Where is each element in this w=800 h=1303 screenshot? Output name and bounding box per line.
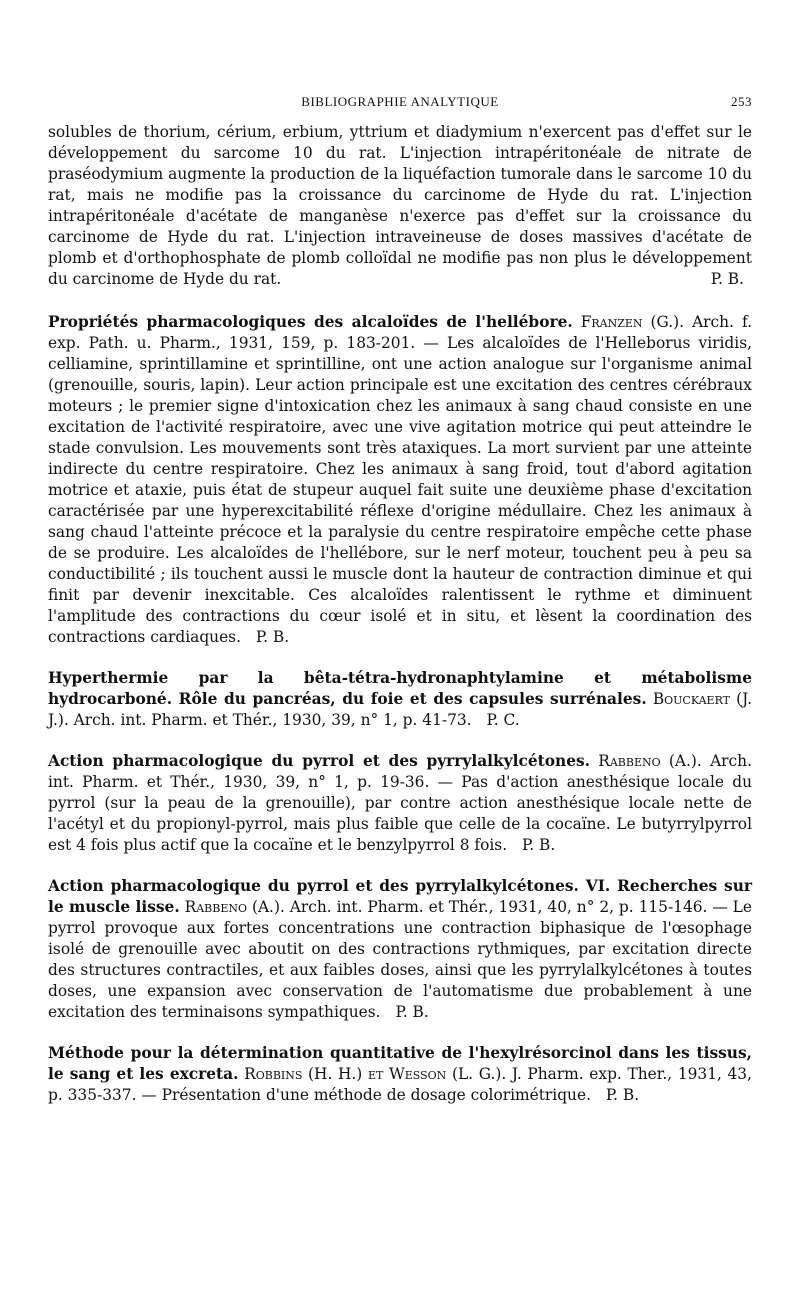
reviewer-initials: P. B. <box>255 628 290 646</box>
page-content <box>48 122 752 1126</box>
entry-title: Action pharmacologique du pyrrol et des pyrrylalkylcétones. <box>48 752 591 770</box>
entry-author-initials: (L. G.). <box>451 1065 507 1083</box>
entry-reference: Arch. int. Pharm. et Thér., 1930, 39, n° 1, p. 19-36. — <box>48 752 752 791</box>
continued-paragraph <box>48 122 752 290</box>
reviewer-initials: P. C. <box>486 711 520 729</box>
entry-reference: J. Pharm. exp. Ther., 1931, 43, p. 335-337. — <box>48 1065 752 1104</box>
page-number: 253 <box>731 94 752 109</box>
abstract-entry <box>48 751 752 856</box>
entry-title: Action pharmacologique du pyrrol et des pyrrylalkylcétones. VI. Recherches sur le muscle lisse. <box>48 877 752 916</box>
reviewer-initials: P. B. <box>522 836 556 854</box>
entry-title: Hyperthermie par la bêta-tétra-hydronaphtylamine et métabolisme hydrocarboné. Rôle du pancréas, du foie et des capsules surrénales. <box>48 669 752 708</box>
continued-text: solubles de thorium, cérium, erbium, yttrium et diadymium n'exercent pas d'effet sur le développement du sarcome 10 du rat. L'injection intrapéritonéale de nitrate de praséodymium augmente la production de la liquéfaction tumorale dans le sarcome 10 du rat, mais ne modifie pas la croissance du carcinome de Hyde du rat. L'injection intrapéritonéale d'acétate de manganèse n'exerce pas d'effet sur la croissance du carcinome de Hyde du rat. L'injection intraveineuse de doses massives d'acétate de plomb et d'orthophosphate de plomb colloïdal ne modifie pas non plus le développement du carcinome de Hyde du rat. <box>48 123 752 288</box>
abstract-entry <box>48 312 752 648</box>
entry-reference: Arch. int. Pharm. et Thér., 1931, 40, n° 2, p. 115-146. — <box>289 898 728 916</box>
entry-summary: Les alcaloïdes de l'Helleborus viridis, celliamine, sprintillamine et sprintilline, ont une action analogue sur l'organisme animal (grenouille, souris, lapin). Leur action principale est une excitation des centres cérébraux moteurs ; le premier signe d'intoxication chez les animaux à sang chaud consiste en une excitation de l'activité respiratoire, avec une vive agitation motrice qui peut atteindre le stade convulsion. Les mouvements sont très ataxiques. La mort survient par une atteinte indirecte du centre respiratoire. Chez les animaux à sang froid, tout d'abord agitation motrice et ataxie, puis état de stupeur auquel fait suite une deuxième phase d'excitation caractérisée par une hyperexcitabilité réflexe d'origine médullaire. Chez les animaux à sang chaud l'atteinte précoce et la paralysie du centre respiratoire empêche cette phase de se produire. Les alcaloïdes de l'hellébore, sur le nerf moteur, touchent peu à peu sa conductibilité ; ils touchent aussi le muscle dont la hauteur de contraction diminue et qui finit par devenir inexcitable. Ces alcaloïdes ralentissent le rythme et diminuent l'amplitude des contractions du cœur isolé et in situ, et lèsent la coordination des contractions cardiaques. <box>48 334 752 646</box>
entry-author: Bouckaert <box>652 690 730 708</box>
abstract-entry <box>48 876 752 1023</box>
entry-title: Méthode pour la détermination quantitative de l'hexylrésorcinol dans les tissus, le sang et les excreta. <box>48 1044 752 1083</box>
abstract-entry <box>48 668 752 731</box>
entry-summary: Présentation d'une méthode de dosage colorimétrique. <box>161 1086 591 1104</box>
entry-reference: Arch. int. Pharm. et Thér., 1930, 39, n° 1, p. 41-73. <box>73 711 472 729</box>
reviewer-initials: P. B. <box>710 270 744 288</box>
reviewer-initials: P. B. <box>395 1003 429 1021</box>
entry-author-initials: (A.). <box>251 898 285 916</box>
entry-author: Rabbeno <box>598 752 661 770</box>
entry-summary: Le pyrrol provoque aux fortes concentrations une contraction biphasique de l'œsophage isolé de grenouille avec aboutit on des contractions rythmiques, par excitation directe des structures contractiles, et aux faibles doses, ainsi que les pyrrylalkylcétones à toutes doses, une expansion avec conservation de l'automatisme due probablement à une excitation des terminaisons sympathiques. <box>48 898 752 1021</box>
entry-reference: Arch. f. exp. Path. u. Pharm., 1931, 159, p. 183-201. — <box>48 313 752 352</box>
entry-author: Rabbeno <box>184 898 248 916</box>
running-title: BIBLIOGRAPHIE ANALYTIQUE <box>301 94 499 109</box>
abstract-entry <box>48 1043 752 1106</box>
reviewer-initials: P. B. <box>605 1086 640 1104</box>
entry-author-initials: (A.). <box>668 752 702 770</box>
entry-title: Propriétés pharmacologiques des alcaloïdes de l'hellébore. <box>48 313 573 331</box>
entry-author: Franzen <box>580 313 643 331</box>
entry-author-initials: (J. J.). <box>48 690 752 729</box>
entry-author: Robbins (H. H.) et Wesson <box>244 1065 447 1083</box>
entry-summary: Pas d'action anesthésique locale du pyrrol (sur la peau de la grenouille), par contre action anesthésique locale nette de l'acétyl et du propionyl-pyrrol, mais plus faible que celle de la cocaïne. Le butyrrylpyrrol est 4 fois plus actif que la cocaïne et le benzylpyrrol 8 fois. <box>48 773 752 854</box>
entry-author-initials: (G.). <box>650 313 685 331</box>
